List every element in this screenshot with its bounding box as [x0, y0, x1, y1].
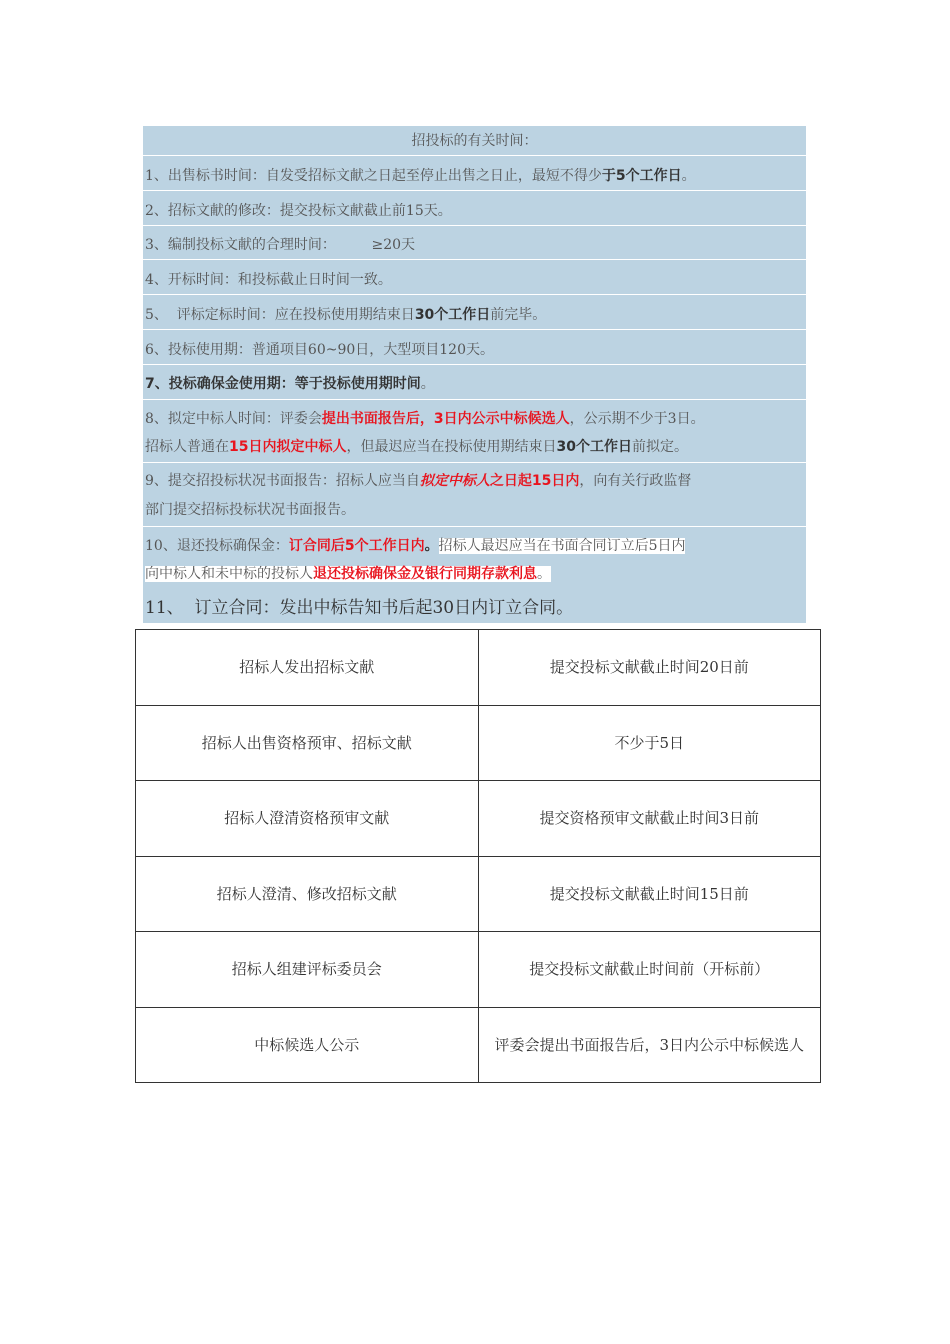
item-11: 11、 订立合同：发出中标告知书后起30日内订立合同。 [145, 598, 574, 618]
item-10-line-1: 10、退还投标确保金：订合同后5个工作日内。招标人最迟应当在书面合同订立后5日内 [145, 538, 686, 554]
divider [143, 190, 806, 191]
deadline-cell: 不少于5日 [478, 705, 821, 781]
table-row [136, 856, 821, 932]
divider [143, 399, 806, 400]
item-1: 1、出售标书时间：自发受招标文献之日起至停止出售之日止，最短不得少于5个工作日。 [145, 168, 696, 184]
item-4: 4、开标时间：和投标截止日时间一致。 [145, 272, 392, 288]
event-cell: 招标人发出招标文献 [136, 630, 479, 706]
table-row [136, 1007, 821, 1083]
item-9-line-1: 9、提交招投标状况书面报告：招标人应当自拟定中标人之日起15日内，向有关行政监督 [145, 473, 692, 489]
table-row [136, 630, 821, 706]
table-row [136, 705, 821, 781]
event-cell: 招标人组建评标委员会 [136, 932, 479, 1008]
event-cell: 招标人出售资格预审、招标文献 [136, 705, 479, 781]
divider [143, 259, 806, 260]
divider [143, 225, 806, 226]
deadline-cell: 提交投标文献截止时间前（开标前） [478, 932, 821, 1008]
deadline-cell: 提交投标文献截止时间20日前 [478, 630, 821, 706]
divider [143, 294, 806, 295]
divider [143, 526, 806, 527]
deadline-cell: 提交资格预审文献截止时间3日前 [478, 781, 821, 857]
table-row [136, 932, 821, 1008]
event-cell: 中标候选人公示 [136, 1007, 479, 1083]
event-cell: 招标人澄清、修改招标文献 [136, 856, 479, 932]
event-cell: 招标人澄清资格预审文献 [136, 781, 479, 857]
item-5: 5、 评标定标时间：应在投标使用期结束日30个工作日前完毕。 [145, 307, 547, 323]
item-7: 7、投标确保金使用期：等于投标使用期时间。 [145, 376, 435, 392]
item-9-line-2: 部门提交招标投标状况书面报告。 [145, 502, 355, 518]
item-10-line-2: 向中标人和未中标的投标人退还投标确保金及银行同期存款利息。 [145, 566, 551, 582]
item-3: 3、编制投标文献的合理时间： ≥20天 [145, 237, 416, 253]
deadline-cell: 提交投标文献截止时间15日前 [478, 856, 821, 932]
divider [143, 364, 806, 365]
divider [143, 329, 806, 330]
deadline-cell: 评委会提出书面报告后，3日内公示中标候选人 [478, 1007, 821, 1083]
table-row [136, 781, 821, 857]
divider [143, 462, 806, 463]
item-8-line-1: 8、拟定中标人时间：评委会提出书面报告后，3日内公示中标候选人，公示期不少于3日。 [145, 411, 705, 427]
section-title: 招投标的有关时间： [411, 133, 538, 149]
item-8-line-2: 招标人普通在15日内拟定中标人，但最迟应当在投标使用期结束日30个工作日前拟定。 [145, 439, 688, 455]
schedule-table [135, 629, 821, 1083]
divider [143, 155, 806, 156]
item-6: 6、投标使用期：普通项目60~90日，大型项目120天。 [145, 342, 494, 358]
item-2: 2、招标文献的修改：提交投标文献截止前15天。 [145, 203, 452, 219]
